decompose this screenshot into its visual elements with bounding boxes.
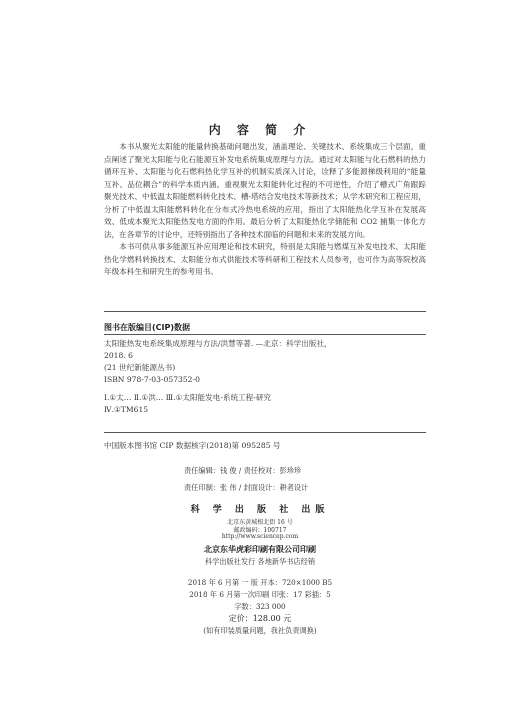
- cip-subject-line: Ⅰ.①太… Ⅱ.①洪… Ⅲ.①太阳能发电-系统工程-研究: [104, 393, 272, 402]
- distributor: 科学出版社发行 各地新华书店经销: [204, 557, 316, 566]
- printer-name: 北京东华虎彩印刷有限公司印刷: [204, 544, 316, 554]
- cip-class-line: Ⅳ.①TM615: [104, 405, 149, 414]
- page-title: 内 容 简 介: [208, 123, 312, 137]
- cip-number: 中国版本图书馆 CIP 数据核字(2018)第 095285 号: [104, 441, 281, 450]
- production-credits: 责任印制：张 伟 / 封面设计：耕者设计: [184, 483, 309, 492]
- printing-line: 2018 年 6 月第一次印刷 印张：17 彩插：5: [189, 590, 331, 599]
- publisher-website: http://www.sciencep.com: [221, 533, 299, 540]
- summary-paragraph-1: 本书从聚光太阳能的能量转换基础问题出发，涵盖理论、关键技术、系统集成三个层面，重点阐述了聚光太阳能与化石能源互补发电系统集成原理与方法。通过对太阳能与化石燃料的热力循环互补、太阳能与化石燃料热化学互补的机制实质深入讨论，诠释了多能源梯级利用的“能量互补、品位耦合”的科学本质内涵。重视聚光太阳能转化过程的不可逆性，介绍了槽式广角跟踪聚光技术、中低温太阳能燃料转化技术、槽-塔结合发电技术等新技术；从学术研究和工程应用，分析了中低温太阳能燃料转化在分布式冷热电系统的应用，指出了太阳能热化学互补在发展高效、低成本聚光太阳能热发电方面的作用。最后分析了太阳能热化学储能和 CO2 捕集一体化方法，在各章节的讨论中，还特别指出了各种技术面临的问题和未来的发展方向。: [104, 142, 426, 239]
- editor-credits: 责任编辑：钱 俊 / 责任校对：彭珍珍: [184, 466, 302, 475]
- cip-record: [104, 338, 426, 416]
- cip-year-line: 2018. 6: [104, 351, 133, 360]
- cip-title-line: 太阳能热发电系统集成原理与方法/洪慧等著. —北京：科学出版社，: [104, 339, 332, 348]
- cip-series-line: (21 世纪新能源丛书): [104, 363, 176, 372]
- summary-paragraph-2: 本书可供从事多能源互补应用理论和技术研究，特别是太阳能与燃煤互补发电技术、太阳能热化学燃料转换技术、太阳能分布式供能技术等科研和工程技术人员参考，也可作为高等院校高年级本科生和研究生的参考用书。: [104, 242, 426, 276]
- quality-notice: (如有印装质量问题，我社负责调换): [203, 626, 317, 635]
- edition-line: 2018 年 6 月第 一 版 开本：720×1000 B5: [187, 578, 333, 587]
- price: 定价：128.00 元: [228, 614, 292, 623]
- publisher-name: 科 学 出 版 社 出版: [190, 505, 330, 515]
- cip-heading: 图书在版编目(CIP)数据: [104, 323, 191, 332]
- cip-isbn-line: ISBN 978-7-03-057352-0: [104, 375, 200, 384]
- publisher-postcode: 邮政编码：100717: [233, 527, 287, 534]
- divider-cip: [104, 334, 426, 335]
- content-summary: [104, 141, 426, 279]
- publisher-address: 北京东黄城根北街 16 号: [227, 519, 293, 526]
- divider-cip-bottom: [104, 432, 426, 433]
- divider-top: [104, 311, 426, 312]
- word-count: 字数：323 000: [234, 602, 286, 611]
